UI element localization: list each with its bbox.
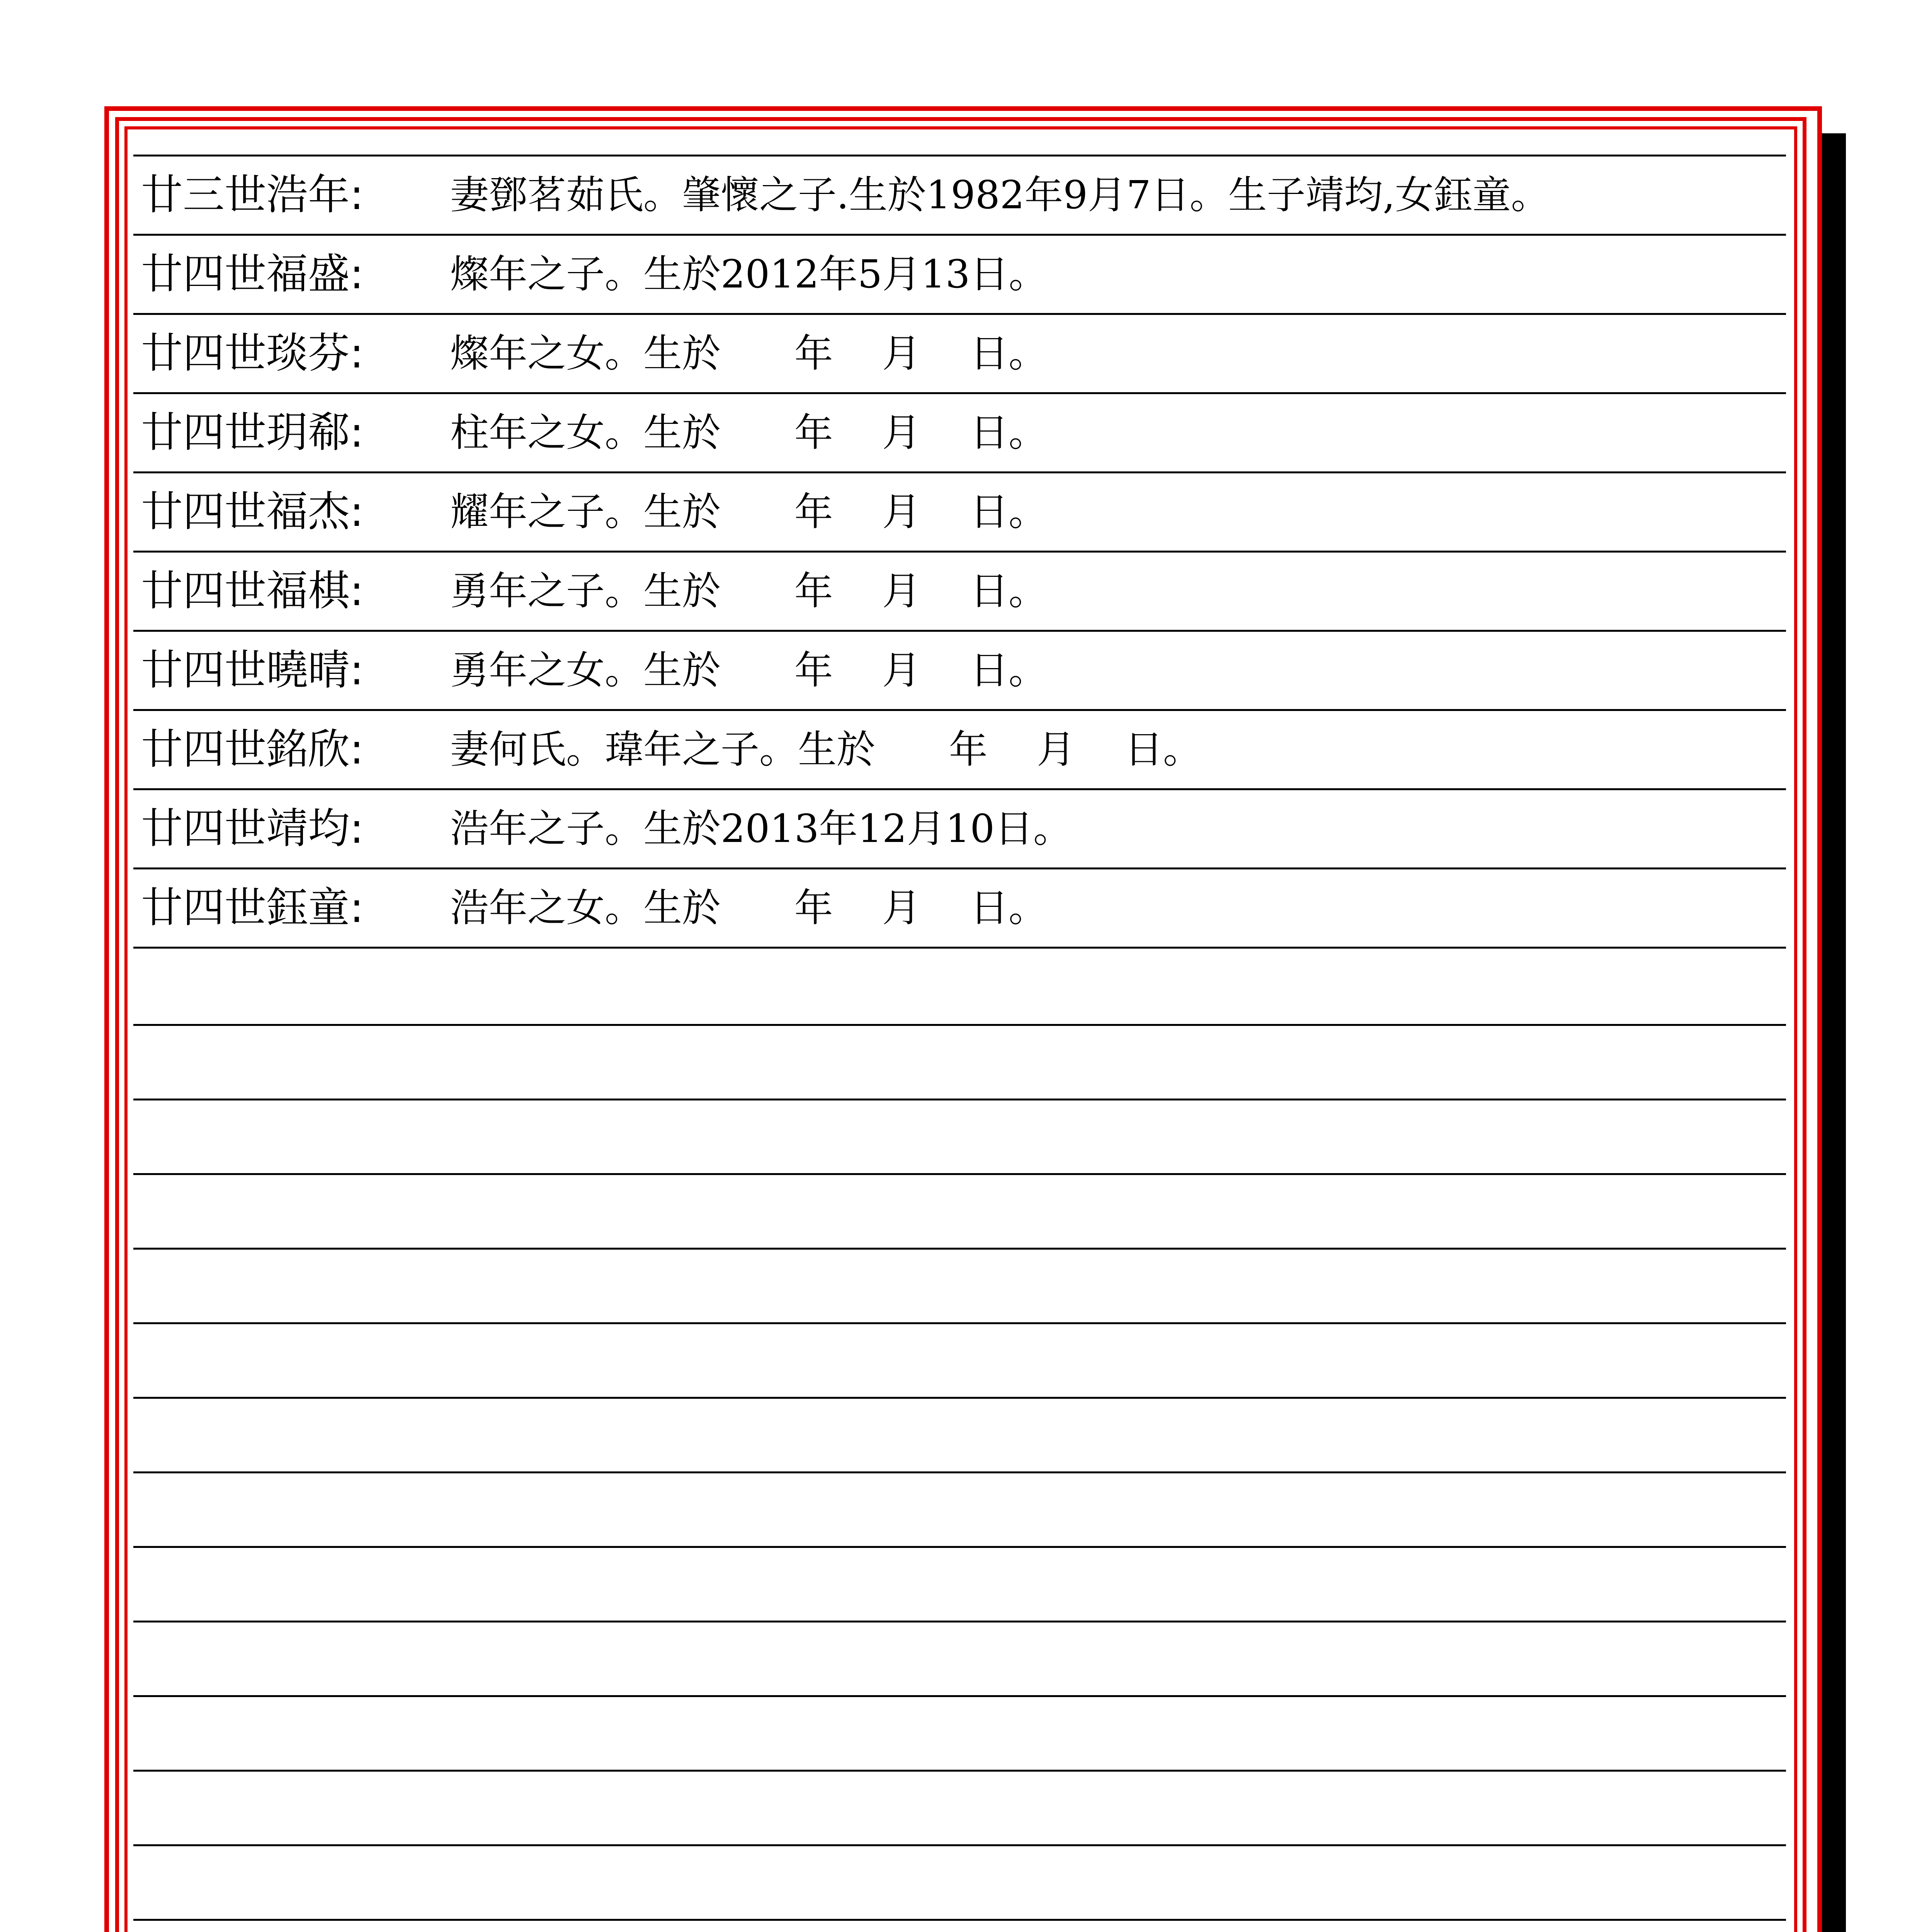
entry-name: 廿四世銘欣: [141, 725, 364, 774]
ruled-line [133, 1695, 1786, 1697]
ruled-line [133, 1919, 1786, 1921]
entry-description: 勇年之女。生於 年 月 日。 [450, 648, 1048, 693]
ruled-line [133, 1770, 1786, 1772]
entry-name: 廿四世福杰: [141, 488, 364, 536]
entry-description: 妻何氏。瑋年之子。生於 年 月 日。 [450, 727, 1202, 772]
genealogy-entry [133, 234, 1786, 313]
entry-name: 廿四世福棋: [141, 567, 364, 615]
ruled-line [133, 1248, 1786, 1250]
entry-description: 燦年之子。生於2012年5月13日。 [450, 252, 1048, 297]
genealogy-entry [133, 392, 1786, 471]
entry-name: 廿四世琰芬: [141, 329, 364, 378]
ruled-line [133, 1397, 1786, 1399]
ruled-line [133, 1471, 1786, 1473]
ruled-line [133, 1322, 1786, 1324]
entry-description: 浩年之子。生於2013年12月10日。 [450, 806, 1072, 851]
genealogy-entry [133, 155, 1786, 234]
genealogy-entry [133, 313, 1786, 392]
ruled-line [133, 1099, 1786, 1100]
genealogy-entry [133, 630, 1786, 709]
entry-name: 廿四世曉晴: [141, 646, 364, 694]
ruled-line [133, 1173, 1786, 1175]
entry-description: 勇年之子。生於 年 月 日。 [450, 568, 1048, 614]
entry-description: 燦年之女。生於 年 月 日。 [450, 331, 1048, 376]
genealogy-entry [133, 788, 1786, 867]
ruled-line [133, 1844, 1786, 1846]
ruled-line [133, 1024, 1786, 1026]
entry-name: 廿三世浩年: [141, 171, 364, 219]
entry-description: 浩年之女。生於 年 月 日。 [450, 885, 1048, 930]
entry-name: 廿四世鈺童: [141, 884, 364, 932]
entry-description: 妻鄧茗茹氏。肇懷之子.生於1982年9月7日。生子靖均,女鈺童。 [450, 172, 1550, 218]
entry-name: 廿四世玥郗: [141, 408, 364, 457]
genealogy-entry [133, 709, 1786, 788]
ruled-line [133, 1621, 1786, 1622]
entry-name: 廿四世靖均: [141, 804, 364, 853]
ruled-line [133, 1546, 1786, 1548]
genealogy-entry [133, 471, 1786, 551]
entry-description: 耀年之子。生於 年 月 日。 [450, 489, 1048, 534]
ruled-line [133, 947, 1786, 949]
entry-name: 廿四世福盛: [141, 250, 364, 298]
genealogy-entry [133, 867, 1786, 947]
entry-description: 柱年之女。生於 年 月 日。 [450, 410, 1048, 455]
genealogy-entry [133, 551, 1786, 630]
